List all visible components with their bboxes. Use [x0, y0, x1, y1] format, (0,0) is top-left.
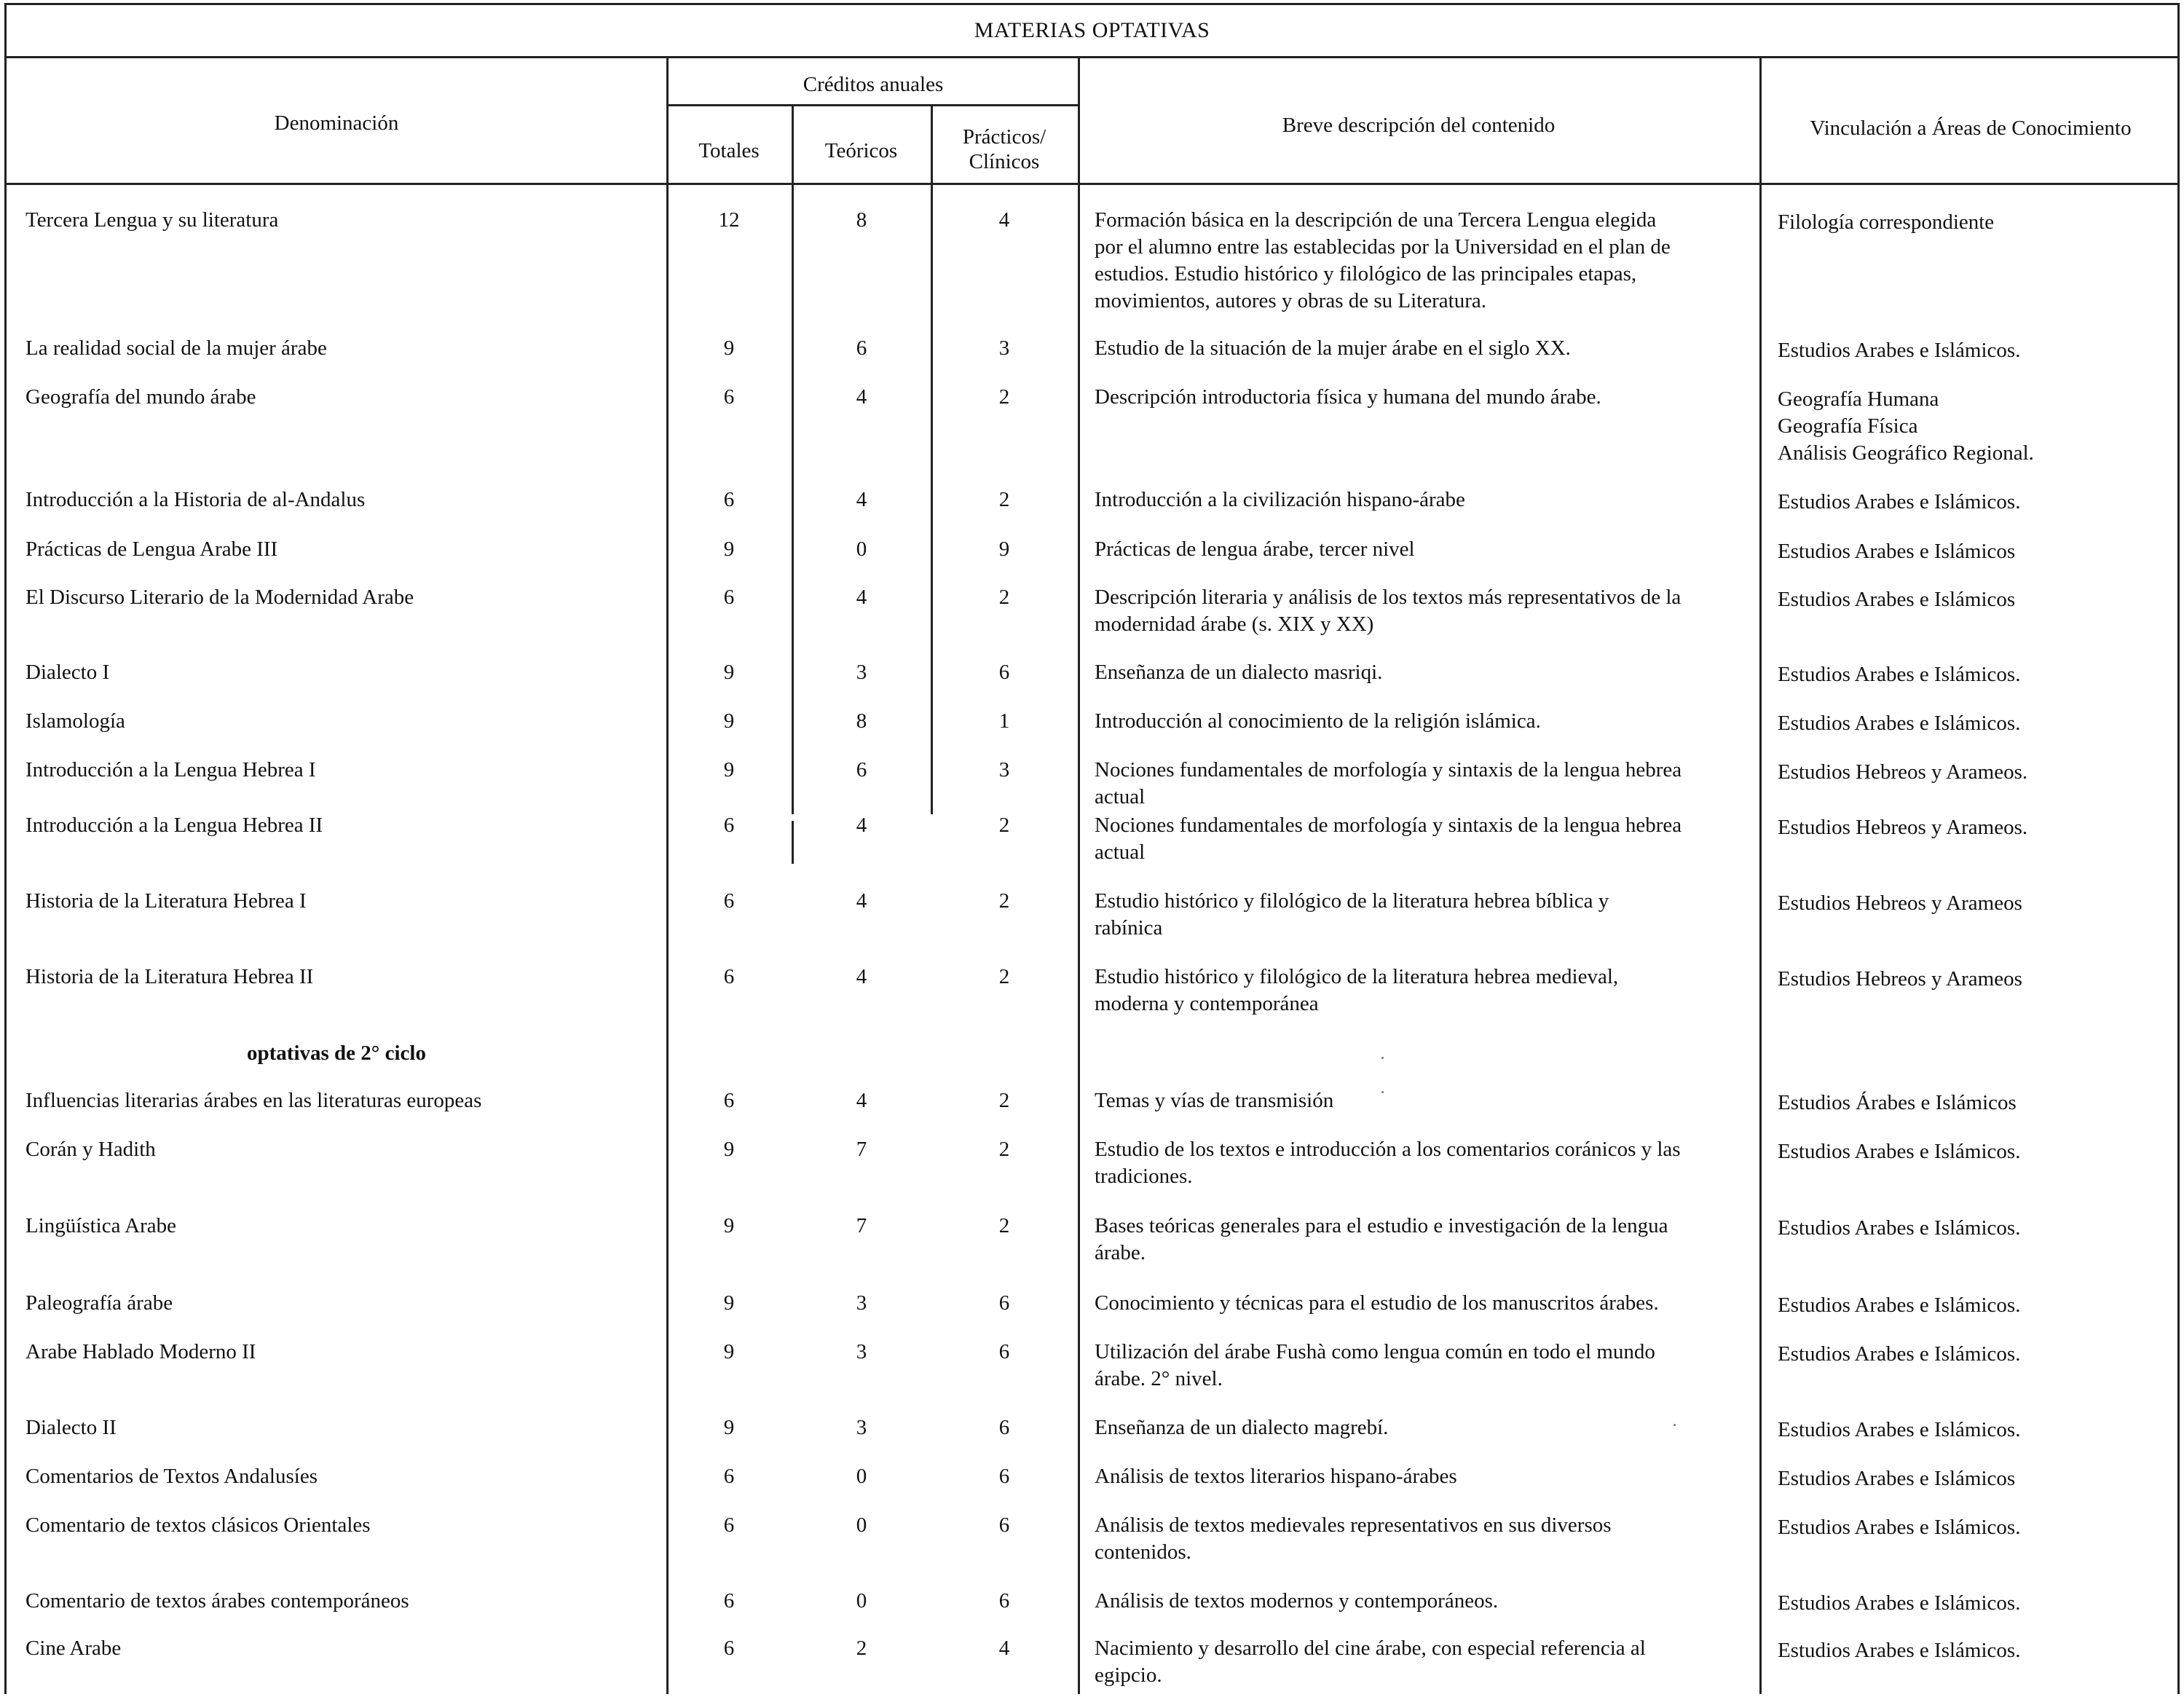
document-page	[4, 3, 2180, 1694]
row-creditos-practicos: 2	[998, 814, 1010, 837]
row-denominacion: Comentarios de Textos Andalusíes	[25, 1465, 318, 1488]
row-creditos-teoricos: 4	[856, 488, 867, 511]
row-descripcion-line: Nacimiento y desarrollo del cine árabe, con especial referencia al	[1095, 1637, 1646, 1660]
column-divider	[666, 58, 669, 1694]
row-creditos-totales: 9	[723, 709, 735, 733]
row-creditos-practicos: 2	[998, 889, 1010, 913]
row-creditos-totales: 9	[723, 1138, 735, 1161]
row-creditos-teoricos: 3	[856, 1340, 867, 1363]
header-descripcion: Breve descripción del contenido	[1282, 114, 1556, 137]
row-descripcion-line: Enseñanza de un dialecto masriqi.	[1095, 661, 1383, 684]
row-descripcion-line: Formación básica en la descripción de una Tercera Lengua elegida	[1095, 208, 1657, 232]
row-area-conocimiento: Estudios Arabes e Islámicos.	[1778, 1216, 2021, 1240]
row-area-conocimiento: Estudios Arabes e Islámicos.	[1778, 339, 2021, 362]
row-creditos-totales: 9	[723, 1416, 735, 1439]
row-creditos-practicos: 6	[998, 1291, 1010, 1315]
row-area-conocimiento: Estudios Arabes e Islámicos.	[1778, 1639, 2021, 1662]
row-descripcion-line: Conocimiento y técnicas para el estudio de los manuscritos árabes.	[1095, 1291, 1659, 1315]
row-creditos-teoricos: 4	[856, 586, 867, 609]
row-descripcion-line: Estudio histórico y filológico de la literatura hebrea medieval,	[1095, 965, 1619, 988]
scan-speck	[1674, 1424, 1676, 1426]
row-creditos-practicos: 9	[998, 538, 1010, 561]
row-descripcion-line: estudios. Estudio histórico y filológico de las principales etapas,	[1095, 262, 1637, 286]
row-creditos-teoricos: 3	[856, 1416, 867, 1439]
scan-speck	[1381, 1091, 1384, 1093]
row-creditos-practicos: 6	[998, 1416, 1010, 1439]
row-descripcion-line: Nociones fundamentales de morfología y sintaxis de la lengua hebrea	[1095, 814, 1682, 837]
row-descripcion-line: Estudio de la situación de la mujer árabe en el siglo XX.	[1095, 336, 1571, 360]
header-teoricos: Teóricos	[824, 139, 898, 162]
row-creditos-practicos: 2	[998, 1089, 1010, 1112]
row-descripcion-line: Análisis de textos medievales representativos en sus diversos	[1095, 1513, 1612, 1537]
row-denominacion: Historia de la Literatura Hebrea II	[25, 965, 314, 988]
row-creditos-practicos: 6	[998, 1340, 1010, 1363]
row-creditos-totales: 12	[718, 208, 740, 232]
row-creditos-totales: 6	[723, 965, 735, 988]
row-descripcion-line: contenidos.	[1095, 1540, 1191, 1564]
row-descripcion-line: moderna y contemporánea	[1095, 992, 1319, 1015]
row-creditos-teoricos: 4	[856, 385, 867, 409]
row-creditos-totales: 6	[723, 814, 735, 837]
row-area-conocimiento: Filología correspondiente	[1778, 210, 1995, 234]
row-creditos-teoricos: 4	[856, 889, 867, 913]
row-descripcion-line: árabe. 2° nivel.	[1095, 1367, 1223, 1390]
row-descripcion-line: Estudio de los textos e introducción a los comentarios coránicos y las	[1095, 1138, 1681, 1161]
row-descripcion-line: rabínica	[1095, 916, 1163, 940]
row-area-conocimiento: Análisis Geográfico Regional.	[1778, 441, 2034, 465]
header-clinicos-line: Clínicos	[969, 150, 1040, 173]
row-creditos-teoricos: 0	[856, 1513, 867, 1537]
row-descripcion-line: Análisis de textos modernos y contemporáneos.	[1095, 1589, 1499, 1613]
row-creditos-totales: 9	[723, 336, 735, 360]
row-creditos-totales: 6	[723, 1637, 735, 1660]
row-descripcion-line: Nociones fundamentales de morfología y sintaxis de la lengua hebrea	[1095, 758, 1682, 781]
row-area-conocimiento: Estudios Hebreos y Arameos.	[1778, 760, 2028, 784]
row-creditos-teoricos: 6	[856, 336, 867, 360]
row-creditos-teoricos: 0	[856, 1589, 867, 1613]
row-descripcion-line: árabe.	[1095, 1241, 1146, 1264]
row-area-conocimiento: Estudios Arabes e Islámicos.	[1778, 663, 2021, 686]
row-creditos-totales: 9	[723, 1291, 735, 1315]
row-area-conocimiento: Estudios Arabes e Islámicos.	[1778, 1591, 2021, 1615]
row-denominacion: Lingüística Arabe	[25, 1214, 176, 1237]
row-creditos-totales: 9	[723, 538, 735, 561]
row-descripcion-line: Descripción literaria y análisis de los textos más representativos de la	[1095, 586, 1682, 609]
row-creditos-practicos: 2	[998, 385, 1010, 409]
row-descripcion-line: Prácticas de lengua árabe, tercer nivel	[1095, 538, 1415, 561]
header-vinculacion: Vinculación a Áreas de Conocimiento	[1810, 117, 2132, 140]
row-denominacion: Dialecto II	[25, 1416, 117, 1439]
row-creditos-totales: 9	[723, 1214, 735, 1237]
row-descripcion-line: Análisis de textos literarios hispano-árabes	[1095, 1465, 1457, 1488]
row-creditos-teoricos: 6	[856, 758, 867, 781]
row-descripcion-line: Descripción introductoria física y humana del mundo árabe.	[1095, 385, 1601, 409]
row-area-conocimiento: Estudios Arabes e Islámicos	[1778, 540, 2016, 563]
column-divider	[1078, 58, 1080, 1694]
row-descripcion-line: por el alumno entre las establecidas por la Universidad en el plan de	[1095, 235, 1671, 259]
row-creditos-totales: 6	[723, 889, 735, 913]
row-area-conocimiento: Estudios Arabes e Islámicos	[1778, 588, 2016, 611]
row-denominacion: Paleografía árabe	[25, 1291, 173, 1315]
row-creditos-teoricos: 0	[856, 1465, 867, 1488]
row-creditos-totales: 6	[723, 1089, 735, 1112]
row-creditos-teoricos: 3	[856, 661, 867, 684]
row-creditos-practicos: 2	[998, 965, 1010, 988]
row-denominacion: Historia de la Literatura Hebrea I	[25, 889, 307, 913]
row-creditos-practicos: 1	[998, 709, 1010, 733]
row-creditos-totales: 6	[723, 1465, 735, 1488]
column-divider	[792, 104, 794, 814]
row-area-conocimiento: Estudios Arabes e Islámicos.	[1778, 1418, 2021, 1441]
column-divider	[1759, 58, 1762, 1694]
row-creditos-practicos: 4	[998, 1637, 1010, 1660]
row-denominacion: Tercera Lengua y su literatura	[25, 208, 279, 232]
row-denominacion: Introducción a la Historia de al-Andalus	[25, 488, 366, 511]
row-area-conocimiento: Estudios Arabes e Islámicos.	[1778, 1516, 2021, 1539]
row-descripcion-line: actual	[1095, 785, 1146, 808]
row-area-conocimiento: Estudios Hebreos y Arameos	[1778, 891, 2022, 915]
row-area-conocimiento: Estudios Árabes e Islámicos	[1778, 1091, 2017, 1114]
row-creditos-totales: 6	[723, 488, 735, 511]
row-area-conocimiento: Geografía Humana	[1778, 387, 1939, 411]
row-denominacion: Comentario de textos árabes contemporáneos	[25, 1589, 409, 1613]
header-rule	[7, 183, 2177, 185]
row-creditos-teoricos: 2	[856, 1637, 867, 1660]
row-creditos-teoricos: 3	[856, 1291, 867, 1315]
row-creditos-practicos: 2	[998, 1138, 1010, 1161]
row-denominacion: Dialecto I	[25, 661, 110, 684]
row-area-conocimiento: Estudios Arabes e Islámicos	[1778, 1467, 2016, 1490]
row-area-conocimiento: Estudios Arabes e Islámicos.	[1778, 1342, 2021, 1366]
row-area-conocimiento: Estudios Arabes e Islámicos.	[1778, 1294, 2021, 1317]
row-creditos-teoricos: 4	[856, 965, 867, 988]
row-creditos-practicos: 3	[998, 758, 1010, 781]
row-creditos-practicos: 4	[998, 208, 1010, 232]
row-denominacion: Influencias literarias árabes en las literaturas europeas	[25, 1089, 482, 1112]
header-rule	[666, 104, 1080, 106]
row-area-conocimiento: Geografía Física	[1778, 414, 1918, 438]
column-divider	[931, 104, 933, 814]
row-creditos-teoricos: 7	[856, 1138, 867, 1161]
row-creditos-teoricos: 8	[856, 709, 867, 733]
row-denominacion: Prácticas de Lengua Arabe III	[25, 538, 278, 561]
row-area-conocimiento: Estudios Arabes e Islámicos.	[1778, 1140, 2021, 1163]
row-descripcion-line: tradiciones.	[1095, 1165, 1193, 1188]
row-creditos-totales: 6	[723, 586, 735, 609]
row-creditos-teoricos: 4	[856, 814, 867, 837]
row-denominacion: La realidad social de la mujer árabe	[25, 336, 327, 360]
row-descripcion-line: Estudio histórico y filológico de la literatura hebrea bíblica y	[1095, 889, 1609, 913]
row-creditos-teoricos: 8	[856, 208, 867, 232]
row-creditos-totales: 6	[723, 1513, 735, 1537]
header-practicos	[931, 125, 1078, 174]
row-creditos-practicos: 2	[998, 586, 1010, 609]
row-descripcion-line: modernidad árabe (s. XIX y XX)	[1095, 613, 1374, 636]
row-descripcion-line: actual	[1095, 840, 1146, 864]
row-denominacion: Islamología	[25, 709, 125, 733]
row-creditos-teoricos: 0	[856, 538, 867, 561]
header-creditos-anuales: Créditos anuales	[803, 73, 944, 96]
row-denominacion: Introducción a la Lengua Hebrea I	[25, 758, 316, 781]
row-area-conocimiento: Estudios Arabes e Islámicos.	[1778, 712, 2021, 735]
document-title: MATERIAS OPTATIVAS	[7, 5, 2177, 58]
row-denominacion: Arabe Hablado Moderno II	[25, 1340, 256, 1363]
row-area-conocimiento: Estudios Hebreos y Arameos.	[1778, 816, 2028, 839]
row-descripcion-line: Bases teóricas generales para el estudio e investigación de la lengua	[1095, 1214, 1668, 1237]
row-descripcion-line: Temas y vías de transmisión	[1095, 1089, 1334, 1112]
row-descripcion-line: Enseñanza de un dialecto magrebí.	[1095, 1416, 1389, 1439]
header-denominacion: Denominación	[274, 111, 399, 135]
row-descripcion-line: movimientos, autores y obras de su Literatura.	[1095, 289, 1486, 312]
row-descripcion-line: egipcio.	[1095, 1663, 1162, 1687]
row-area-conocimiento: Estudios Arabes e Islámicos.	[1778, 490, 2021, 513]
row-creditos-teoricos: 7	[856, 1214, 867, 1237]
header-totales: Totales	[698, 139, 760, 162]
row-descripcion-line: Utilización del árabe Fushà como lengua común en todo el mundo	[1095, 1340, 1655, 1363]
row-descripcion-line: Introducción a la civilización hispano-árabe	[1095, 488, 1465, 511]
row-creditos-totales: 9	[723, 661, 735, 684]
row-creditos-totales: 9	[723, 758, 735, 781]
row-area-conocimiento: Estudios Hebreos y Arameos	[1778, 967, 2022, 991]
row-creditos-practicos: 6	[998, 661, 1010, 684]
row-creditos-practicos: 2	[998, 488, 1010, 511]
header-practicos-line: Prácticos/	[962, 125, 1046, 149]
row-denominacion: Introducción a la Lengua Hebrea II	[25, 814, 323, 837]
row-creditos-practicos: 3	[998, 336, 1010, 360]
row-denominacion: Corán y Hadith	[25, 1138, 156, 1161]
row-denominacion: El Discurso Literario de la Modernidad Arabe	[25, 586, 414, 609]
column-divider	[792, 821, 794, 864]
row-creditos-practicos: 6	[998, 1589, 1010, 1613]
row-denominacion: Geografía del mundo árabe	[25, 385, 256, 409]
row-creditos-practicos: 2	[998, 1214, 1010, 1237]
row-creditos-practicos: 6	[998, 1465, 1010, 1488]
section-heading: optativas de 2° ciclo	[247, 1042, 426, 1065]
row-creditos-totales: 6	[723, 385, 735, 409]
row-creditos-totales: 9	[723, 1340, 735, 1363]
row-descripcion-line: Introducción al conocimiento de la religión islámica.	[1095, 709, 1541, 733]
row-denominacion: Cine Arabe	[25, 1637, 122, 1660]
row-creditos-totales: 6	[723, 1589, 735, 1613]
row-denominacion: Comentario de textos clásicos Orientales	[25, 1513, 371, 1537]
row-creditos-practicos: 6	[998, 1513, 1010, 1537]
row-creditos-teoricos: 4	[856, 1089, 867, 1112]
scan-speck	[1381, 1057, 1384, 1059]
